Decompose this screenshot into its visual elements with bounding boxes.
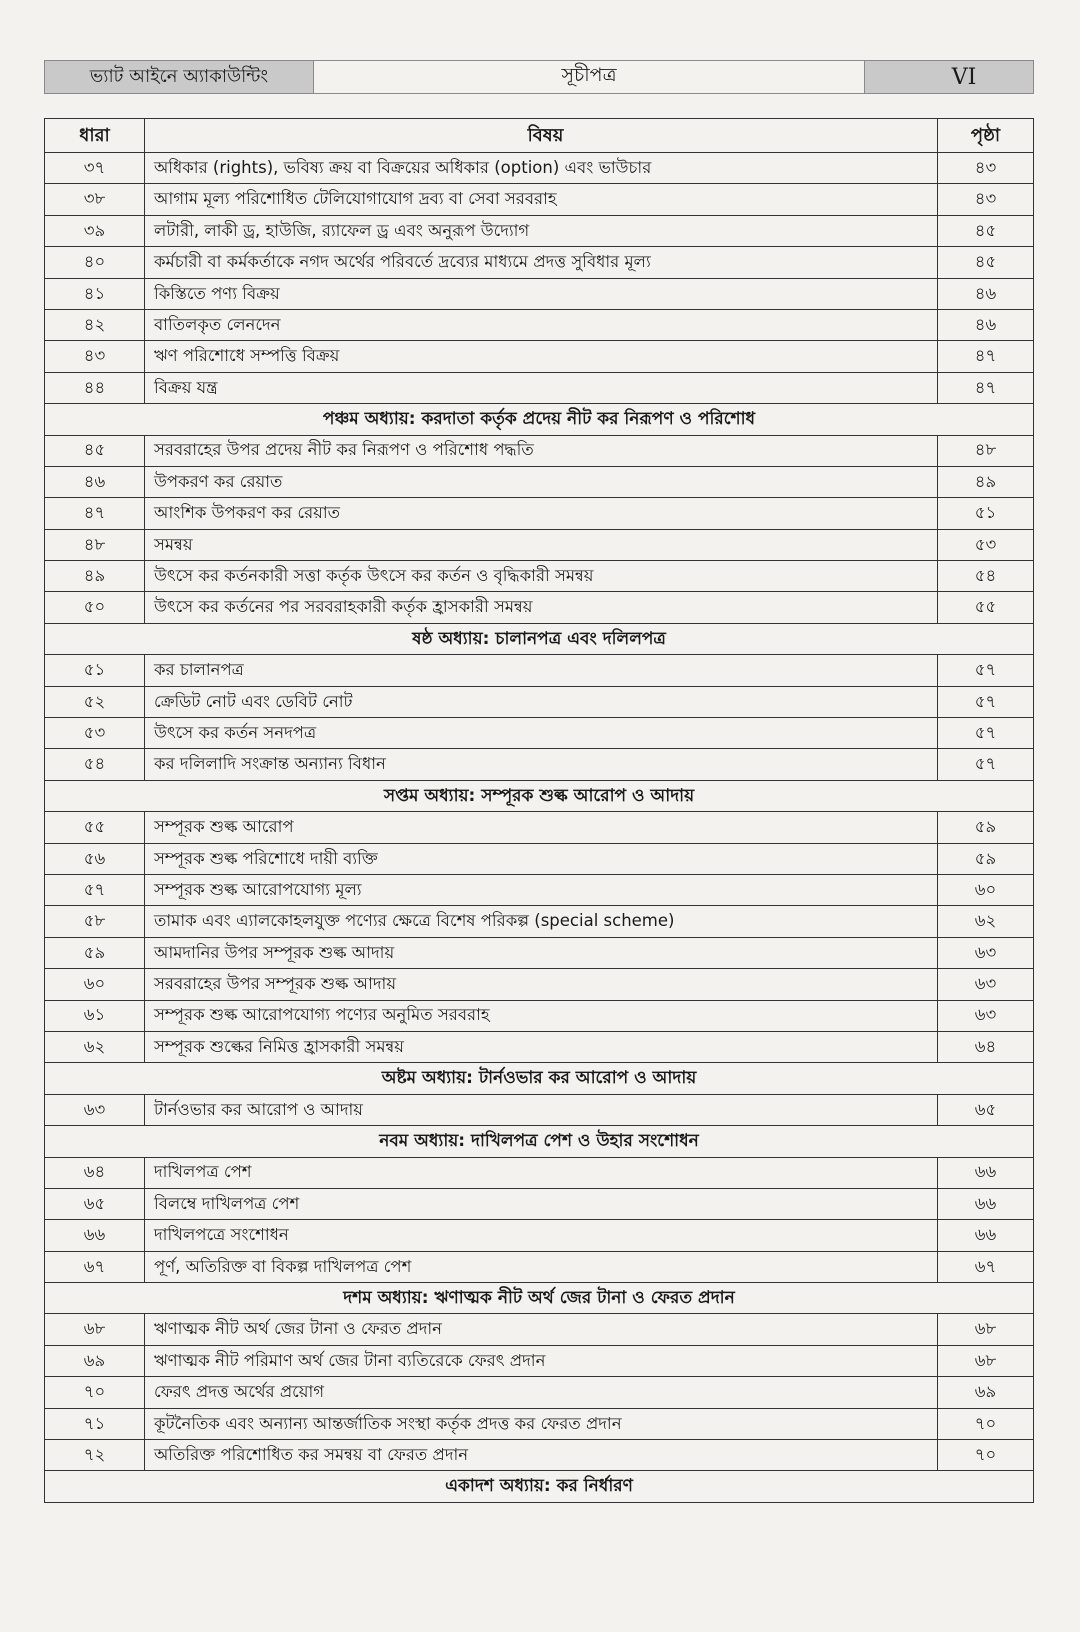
section-subject: বাতিলকৃত লেনদেন — [145, 309, 938, 340]
section-subject: অতিরিক্ত পরিশোধিত কর সমন্বয় বা ফেরত প্রদান — [145, 1440, 938, 1471]
chapter-heading: একাদশ অধ্যায়: কর নির্ধারণ — [45, 1471, 1034, 1502]
page-ref: ৪৬ — [938, 278, 1034, 309]
table-row — [45, 341, 1034, 372]
section-subject: ঋণাত্মক নীট পরিমাণ অর্থ জের টানা ব্যতিরেকে ফেরৎ প্রদান — [145, 1345, 938, 1376]
table-row — [45, 561, 1034, 592]
section-subject: বিলম্বে দাখিলপত্র পেশ — [145, 1188, 938, 1219]
section-subject: উৎসে কর কর্তনকারী সত্তা কর্তৃক উৎসে কর কর্তন ও বৃদ্ধিকারী সমন্বয় — [145, 561, 938, 592]
page-ref: ৬৯ — [938, 1377, 1034, 1408]
section-subject: ঋণ পরিশোধে সম্পত্তি বিক্রয় — [145, 341, 938, 372]
section-number: ৪৫ — [45, 435, 145, 466]
section-number: ৬৮ — [45, 1314, 145, 1345]
table-row — [45, 749, 1034, 780]
page-ref: ৬৮ — [938, 1314, 1034, 1345]
page-ref: ৬৩ — [938, 969, 1034, 1000]
section-number: ৪৯ — [45, 561, 145, 592]
section-subject: সম্পূরক শুল্ক আরোপযোগ্য পণ্যের অনুমিত সরবরাহ — [145, 1000, 938, 1031]
section-number: ৬৭ — [45, 1251, 145, 1282]
section-subject: কর দলিলাদি সংক্রান্ত অন্যান্য বিধান — [145, 749, 938, 780]
chapter-heading-row — [45, 780, 1034, 811]
section-subject: কর্মচারী বা কর্মকর্তাকে নগদ অর্থের পরিবর্তে দ্রব্যের মাধ্যমে প্রদত্ত সুবিধার মূল্য — [145, 247, 938, 278]
book-title: ভ্যাট আইনে অ্যাকাউন্টিং — [44, 60, 314, 94]
section-number: ৫২ — [45, 686, 145, 717]
section-number: ৬৬ — [45, 1220, 145, 1251]
section-subject: সরবরাহের উপর প্রদেয় নীট কর নিরূপণ ও পরিশোধ পদ্ধতি — [145, 435, 938, 466]
chapter-heading: সপ্তম অধ্যায়: সম্পূরক শুল্ক আরোপ ও আদায় — [45, 780, 1034, 811]
page-ref: ৪৮ — [938, 435, 1034, 466]
page-ref: ৬২ — [938, 906, 1034, 937]
section-subject: সম্পূরক শুল্ক আরোপ — [145, 812, 938, 843]
section-subject: উপকরণ কর রেয়াত — [145, 466, 938, 497]
table-row — [45, 309, 1034, 340]
page-ref: ৫৭ — [938, 655, 1034, 686]
chapter-heading-row — [45, 404, 1034, 435]
column-header-page: পৃষ্ঠা — [938, 119, 1034, 153]
section-number: ৪১ — [45, 278, 145, 309]
section-number: ৭০ — [45, 1377, 145, 1408]
page-ref: ৬৪ — [938, 1031, 1034, 1062]
table-row — [45, 812, 1034, 843]
table-row — [45, 906, 1034, 937]
table-row — [45, 969, 1034, 1000]
column-header-subject: বিষয় — [145, 119, 938, 153]
page-ref: ৫৫ — [938, 592, 1034, 623]
section-subject: উৎসে কর কর্তনের পর সরবরাহকারী কর্তৃক হ্রাসকারী সমন্বয় — [145, 592, 938, 623]
section-subject: পূর্ণ, অতিরিক্ত বা বিকল্প দাখিলপত্র পেশ — [145, 1251, 938, 1282]
page-ref: ৪৯ — [938, 466, 1034, 497]
section-subject: সম্পূরক শুল্ক আরোপযোগ্য মূল্য — [145, 874, 938, 905]
table-row — [45, 184, 1034, 215]
section-number: ৫৬ — [45, 843, 145, 874]
section-number: ৩৯ — [45, 215, 145, 246]
table-row — [45, 1220, 1034, 1251]
section-subject: কর চালানপত্র — [145, 655, 938, 686]
table-row — [45, 498, 1034, 529]
table-row — [45, 1188, 1034, 1219]
page-ref: ৫৭ — [938, 749, 1034, 780]
table-row — [45, 215, 1034, 246]
chapter-heading: দশম অধ্যায়: ঋণাত্মক নীট অর্থ জের টানা ও ফেরত প্রদান — [45, 1283, 1034, 1314]
section-subject: দাখিলপত্র পেশ — [145, 1157, 938, 1188]
column-header-section: ধারা — [45, 119, 145, 153]
table-header-row — [45, 119, 1034, 153]
section-subject: কিস্তিতে পণ্য বিক্রয় — [145, 278, 938, 309]
page-ref: ৫৩ — [938, 529, 1034, 560]
section-number: ৫৪ — [45, 749, 145, 780]
section-subject: আগাম মূল্য পরিশোধিত টেলিযোগাযোগ দ্রব্য বা সেবা সরবরাহ — [145, 184, 938, 215]
section-subject: তামাক এবং এ্যালকোহলযুক্ত পণ্যের ক্ষেত্রে বিশেষ পরিকল্প (special scheme) — [145, 906, 938, 937]
section-number: ৪৬ — [45, 466, 145, 497]
section-subject: সরবরাহের উপর সম্পূরক শুল্ক আদায় — [145, 969, 938, 1000]
page-ref: ৪৫ — [938, 247, 1034, 278]
section-subject: ক্রেডিট নোট এবং ডেবিট নোট — [145, 686, 938, 717]
section-number: ৬৫ — [45, 1188, 145, 1219]
page-ref: ৫৯ — [938, 812, 1034, 843]
table-row — [45, 1408, 1034, 1439]
table-row — [45, 1314, 1034, 1345]
section-number: ৩৭ — [45, 153, 145, 184]
table-row — [45, 1157, 1034, 1188]
running-header — [44, 60, 1034, 94]
section-number: ৬৪ — [45, 1157, 145, 1188]
section-number: ৫৮ — [45, 906, 145, 937]
page-ref: ৭০ — [938, 1408, 1034, 1439]
section-number: ৫৯ — [45, 937, 145, 968]
section-number: ৬২ — [45, 1031, 145, 1062]
table-row — [45, 686, 1034, 717]
section-number: ৫০ — [45, 592, 145, 623]
section-subject: ফেরৎ প্রদত্ত অর্থের প্রয়োগ — [145, 1377, 938, 1408]
table-row — [45, 372, 1034, 403]
section-subject: ঋণাত্মক নীট অর্থ জের টানা ও ফেরত প্রদান — [145, 1314, 938, 1345]
section-number: ৭১ — [45, 1408, 145, 1439]
section-subject: সম্পূরক শুল্ক পরিশোধে দায়ী ব্যক্তি — [145, 843, 938, 874]
table-row — [45, 1440, 1034, 1471]
page-ref: ৬৬ — [938, 1220, 1034, 1251]
table-row — [45, 1094, 1034, 1125]
page-ref: ৬৮ — [938, 1345, 1034, 1376]
page-number: VI — [864, 60, 1034, 94]
section-subject: সম্পূরক শুল্কের নিমিত্ত হ্রাসকারী সমন্বয় — [145, 1031, 938, 1062]
section-number: ৪৩ — [45, 341, 145, 372]
chapter-heading: ষষ্ঠ অধ্যায়: চালানপত্র এবং দলিলপত্র — [45, 623, 1034, 654]
page-ref: ৪৫ — [938, 215, 1034, 246]
table-row — [45, 1377, 1034, 1408]
section-number: ৩৮ — [45, 184, 145, 215]
chapter-heading: পঞ্চম অধ্যায়: করদাতা কর্তৃক প্রদেয় নীট কর নিরূপণ ও পরিশোধ — [45, 404, 1034, 435]
chapter-heading-row — [45, 1471, 1034, 1502]
page-ref: ৫৪ — [938, 561, 1034, 592]
table-row — [45, 278, 1034, 309]
page-ref: ৪৭ — [938, 341, 1034, 372]
table-row — [45, 1000, 1034, 1031]
table-row — [45, 153, 1034, 184]
section-number: ৫৩ — [45, 718, 145, 749]
chapter-heading: অষ্টম অধ্যায়: টার্নওভার কর আরোপ ও আদায় — [45, 1063, 1034, 1094]
table-row — [45, 247, 1034, 278]
section-subject: উৎসে কর কর্তন সনদপত্র — [145, 718, 938, 749]
table-row — [45, 435, 1034, 466]
section-number: ৬০ — [45, 969, 145, 1000]
page-ref: ৬০ — [938, 874, 1034, 905]
page-ref: ৬৬ — [938, 1188, 1034, 1219]
table-row — [45, 466, 1034, 497]
section-subject: সমন্বয় — [145, 529, 938, 560]
section-number: ৬৯ — [45, 1345, 145, 1376]
section-subject: বিক্রয় যন্ত্র — [145, 372, 938, 403]
section-subject: দাখিলপত্রে সংশোধন — [145, 1220, 938, 1251]
table-body — [45, 153, 1034, 1503]
section-number: ৪৭ — [45, 498, 145, 529]
table-row — [45, 1251, 1034, 1282]
section-subject: আংশিক উপকরণ কর রেয়াত — [145, 498, 938, 529]
table-row — [45, 1031, 1034, 1062]
section-number: ৫১ — [45, 655, 145, 686]
section-number: ৬১ — [45, 1000, 145, 1031]
section-subject: লটারী, লাকী ড্র, হাউজি, র‍্যাফেল ড্র এবং অনুরূপ উদ্যোগ — [145, 215, 938, 246]
table-row — [45, 843, 1034, 874]
section-number: ৫৫ — [45, 812, 145, 843]
page-ref: ৬৫ — [938, 1094, 1034, 1125]
section-subject: টার্নওভার কর আরোপ ও আদায় — [145, 1094, 938, 1125]
page-ref: ৪৭ — [938, 372, 1034, 403]
page-ref: ৪৩ — [938, 153, 1034, 184]
page-ref: ৬৩ — [938, 937, 1034, 968]
section-number: ৫৭ — [45, 874, 145, 905]
table-row — [45, 592, 1034, 623]
section-subject: অধিকার (rights), ভবিষ্য ক্রয় বা বিক্রয়ের অধিকার (option) এবং ভাউচার — [145, 153, 938, 184]
table-row — [45, 874, 1034, 905]
page-ref: ৬৩ — [938, 1000, 1034, 1031]
section-number: ৪২ — [45, 309, 145, 340]
table-row — [45, 529, 1034, 560]
page-ref: ৭০ — [938, 1440, 1034, 1471]
page-ref: ৫১ — [938, 498, 1034, 529]
chapter-heading-row — [45, 1063, 1034, 1094]
section-number: ৪৮ — [45, 529, 145, 560]
page-ref: ৪৬ — [938, 309, 1034, 340]
section-number: ৪৪ — [45, 372, 145, 403]
section-number: ৪০ — [45, 247, 145, 278]
contents-table — [44, 118, 1034, 1503]
section-subject: কূটনৈতিক এবং অন্যান্য আন্তর্জাতিক সংস্থা কর্তৃক প্রদত্ত কর ফেরত প্রদান — [145, 1408, 938, 1439]
page-ref: ৫৭ — [938, 718, 1034, 749]
page-ref: ৫৭ — [938, 686, 1034, 717]
table-row — [45, 1345, 1034, 1376]
section-subject: আমদানির উপর সম্পূরক শুল্ক আদায় — [145, 937, 938, 968]
table-row — [45, 655, 1034, 686]
chapter-heading-row — [45, 623, 1034, 654]
table-row — [45, 718, 1034, 749]
chapter-heading: নবম অধ্যায়: দাখিলপত্র পেশ ও উহার সংশোধন — [45, 1126, 1034, 1157]
table-row — [45, 937, 1034, 968]
section-title: সূচীপত্র — [314, 60, 864, 94]
page-ref: ৫৯ — [938, 843, 1034, 874]
chapter-heading-row — [45, 1283, 1034, 1314]
chapter-heading-row — [45, 1126, 1034, 1157]
page-ref: ৪৩ — [938, 184, 1034, 215]
section-number: ৬৩ — [45, 1094, 145, 1125]
section-number: ৭২ — [45, 1440, 145, 1471]
page-ref: ৬৭ — [938, 1251, 1034, 1282]
page-ref: ৬৬ — [938, 1157, 1034, 1188]
